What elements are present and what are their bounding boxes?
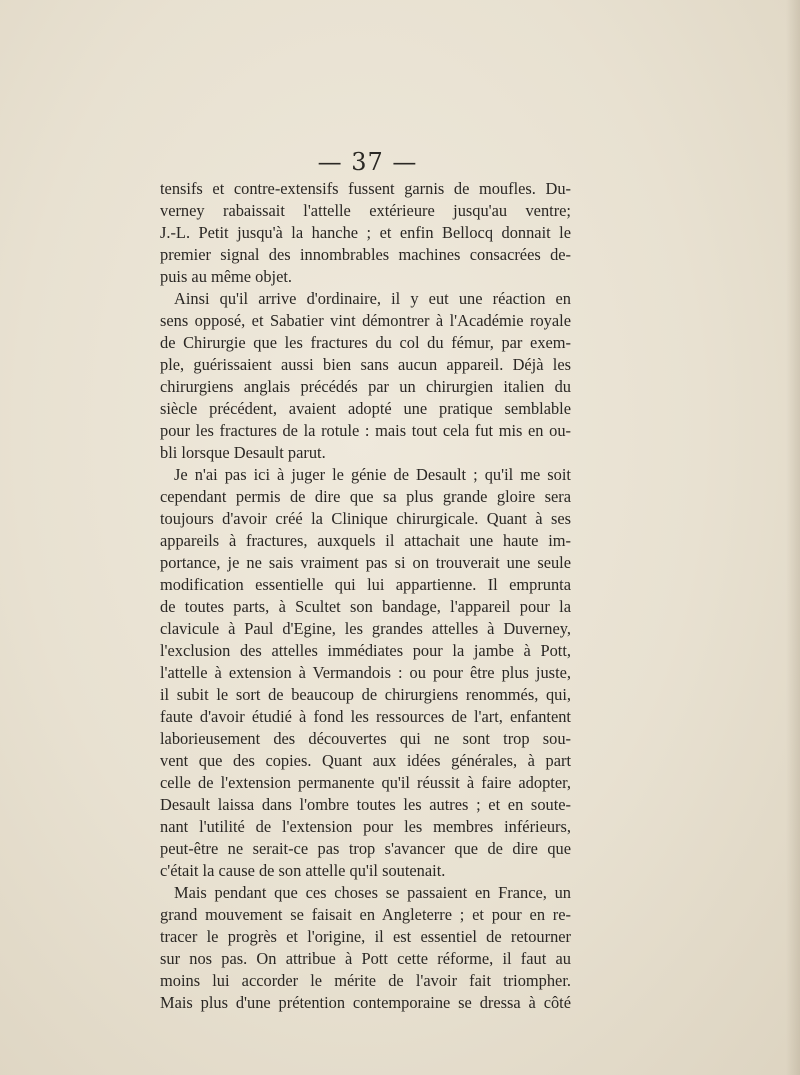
text-line: clavicule à Paul d'Egine, les grandes attelles à Duverney, bbox=[160, 619, 571, 638]
text-line: l'attelle à extension à Vermandois : ou pour être plus juste, bbox=[160, 663, 571, 682]
text-line: il subit le sort de beaucoup de chirurgiens renommés, qui, bbox=[160, 685, 571, 704]
text-line: portance, je ne sais vraiment pas si on trouverait une seule bbox=[160, 553, 571, 572]
text-line: chirurgiens anglais précédés par un chirurgien italien du bbox=[160, 377, 571, 396]
text-line: tracer le progrès et l'origine, il est essentiel de retourner bbox=[160, 927, 571, 946]
text-line: verney rabaissait l'attelle extérieure jusqu'au ventre; bbox=[160, 201, 571, 220]
text-line: ple, guérissaient aussi bien sans aucun appareil. Déjà les bbox=[160, 355, 571, 374]
text-line: peut-être ne serait-ce pas trop s'avancer que de dire que bbox=[160, 839, 571, 858]
text-line: de Chirurgie que les fractures du col du fémur, par exem- bbox=[160, 333, 571, 352]
text-line: laborieusement des découvertes qui ne sont trop sou- bbox=[160, 729, 571, 748]
text-line: celle de l'extension permanente qu'il réussit à faire adopter, bbox=[160, 773, 571, 792]
body-text bbox=[160, 178, 571, 1014]
text-line: puis au même objet. bbox=[160, 267, 293, 286]
text-line: toujours d'avoir créé la Clinique chirurgicale. Quant à ses bbox=[160, 509, 571, 528]
text-line: Je n'ai pas ici à juger le génie de Desault ; qu'il me soit bbox=[174, 465, 571, 484]
text-line: nant l'utilité de l'extension pour les membres inférieurs, bbox=[160, 817, 571, 836]
text-line: Desault laissa dans l'ombre toutes les autres ; et en soute- bbox=[160, 795, 571, 814]
text-line: faute d'avoir étudié à fond les ressources de l'art, enfantent bbox=[160, 707, 571, 726]
text-line: sens opposé, et Sabatier vint démontrer à l'Académie royale bbox=[160, 311, 571, 330]
text-line: bli lorsque Desault parut. bbox=[160, 443, 326, 462]
text-line: moins lui accorder le mérite de l'avoir fait triompher. bbox=[160, 971, 571, 990]
text-line: l'exclusion des attelles immédiates pour la jambe à Pott, bbox=[160, 641, 571, 660]
text-line: sur nos pas. On attribue à Pott cette réforme, il faut au bbox=[160, 949, 571, 968]
text-line: de toutes parts, à Scultet son bandage, l'appareil pour la bbox=[160, 597, 571, 616]
text-line: vent que des copies. Quant aux idées générales, à part bbox=[160, 751, 571, 770]
text-line: Mais pendant que ces choses se passaient en France, un bbox=[174, 883, 571, 902]
text-line: appareils à fractures, auxquels il attachait une haute im- bbox=[160, 531, 571, 550]
text-line: Ainsi qu'il arrive d'ordinaire, il y eut une réaction en bbox=[174, 289, 571, 308]
text-line: modification essentielle qui lui appartienne. Il emprunta bbox=[160, 575, 571, 594]
text-line: J.-L. Petit jusqu'à la hanche ; et enfin Bellocq donnait le bbox=[160, 223, 571, 242]
text-line: tensifs et contre-extensifs fussent garnis de moufles. Du- bbox=[160, 179, 571, 198]
text-line: c'était la cause de son attelle qu'il soutenait. bbox=[160, 861, 446, 880]
text-line: grand mouvement se faisait en Angleterre ; et pour en re- bbox=[160, 905, 571, 924]
text-line: premier signal des innombrables machines consacrées de- bbox=[160, 245, 571, 264]
page-number: — 37 — bbox=[317, 148, 418, 176]
text-line: pour les fractures de la rotule : mais tout cela fut mis en ou- bbox=[160, 421, 571, 440]
text-line: cependant permis de dire que sa plus grande gloire sera bbox=[160, 487, 571, 506]
text-line: Mais plus d'une prétention contemporaine se dressa à côté bbox=[160, 993, 571, 1012]
text-line: siècle précédent, avaient adopté une pratique semblable bbox=[160, 399, 571, 418]
